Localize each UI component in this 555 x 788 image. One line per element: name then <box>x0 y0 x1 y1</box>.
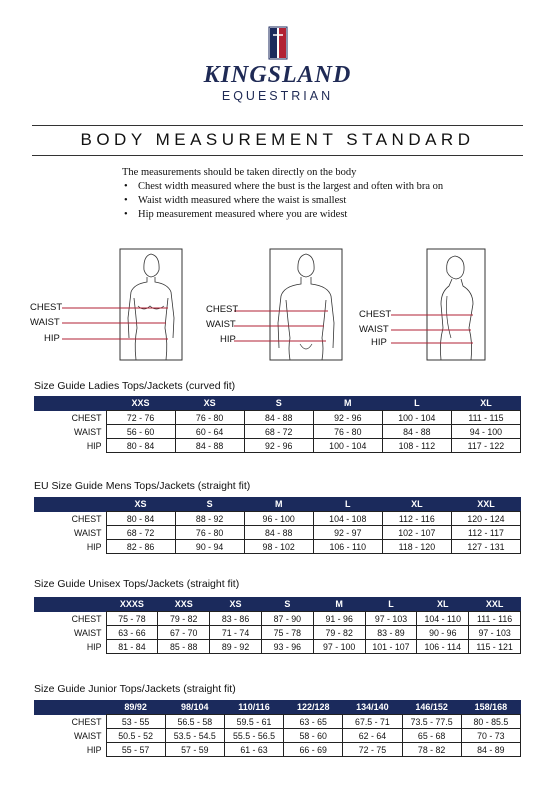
table-cell: 102 - 107 <box>382 526 451 540</box>
table-cell: 60 - 64 <box>175 425 244 439</box>
junior-section-title: Size Guide Junior Tops/Jackets (straight fit) <box>34 683 236 695</box>
row-label: HIP <box>86 744 102 755</box>
table-cell: 79 - 82 <box>158 612 210 626</box>
figure-side-view <box>357 248 497 363</box>
header-cell: XXXS <box>106 597 158 612</box>
table-cell: 92 - 97 <box>313 526 382 540</box>
instruction-item: • Hip measurement measured where you are widest <box>122 208 522 222</box>
row-label: WAIST <box>73 627 102 638</box>
row-label: CHEST <box>71 412 102 423</box>
header-cell: XXL <box>451 497 520 512</box>
table-cell: 78 - 82 <box>402 743 461 757</box>
mens-size-table <box>34 497 521 554</box>
header-cell: XL <box>417 597 469 612</box>
table-cell: 84 - 89 <box>461 743 520 757</box>
unisex-size-table <box>34 597 521 654</box>
header-cell: S <box>244 396 313 411</box>
unisex-section-title: Size Guide Unisex Tops/Jackets (straight fit) <box>34 578 240 590</box>
table-cell: 80 - 85.5 <box>461 715 520 729</box>
row-label: HIP <box>86 541 102 552</box>
table-cell: 56 - 60 <box>106 425 175 439</box>
header-cell: 134/140 <box>343 700 402 715</box>
table-cell: 56.5 - 58 <box>165 715 224 729</box>
header-cell: M <box>313 396 382 411</box>
row-label: WAIST <box>73 730 102 741</box>
table-cell: 62 - 64 <box>343 729 402 743</box>
table-cell: 80 - 84 <box>106 512 175 526</box>
table-cell: 108 - 112 <box>382 439 451 453</box>
table-cell: 76 - 80 <box>175 526 244 540</box>
table-cell: 84 - 88 <box>244 526 313 540</box>
ladies-size-table <box>34 396 521 453</box>
table-row <box>34 640 521 654</box>
row-label: HIP <box>86 641 102 652</box>
waist-label: WAIST <box>30 317 60 328</box>
header-cell: 158/168 <box>461 700 520 715</box>
table-cell: 111 - 115 <box>451 411 520 425</box>
table-row <box>34 526 521 540</box>
header-cell: S <box>175 497 244 512</box>
page-title: BODY MEASUREMENT STANDARD <box>80 130 475 149</box>
figure-male-front <box>206 248 346 363</box>
table-row <box>34 411 521 425</box>
table-cell: 100 - 104 <box>313 439 382 453</box>
table-header-row <box>34 597 521 612</box>
table-row <box>34 715 521 729</box>
table-cell: 81 - 84 <box>106 640 158 654</box>
table-cell: 104 - 110 <box>417 612 469 626</box>
row-label: CHEST <box>71 716 102 727</box>
table-cell: 76 - 80 <box>175 411 244 425</box>
row-label: HIP <box>86 440 102 451</box>
table-cell: 57 - 59 <box>165 743 224 757</box>
table-cell: 85 - 88 <box>158 640 210 654</box>
figure-female-front <box>30 248 190 363</box>
table-cell: 88 - 92 <box>175 512 244 526</box>
header-cell: XS <box>175 396 244 411</box>
header-cell: L <box>313 497 382 512</box>
table-cell: 61 - 63 <box>224 743 283 757</box>
table-row <box>34 612 521 626</box>
table-cell: 63 - 65 <box>284 715 343 729</box>
table-cell: 83 - 86 <box>210 612 262 626</box>
table-cell: 58 - 60 <box>284 729 343 743</box>
waist-label: WAIST <box>206 319 236 330</box>
table-cell: 106 - 110 <box>313 540 382 554</box>
table-row <box>34 729 521 743</box>
table-cell: 115 - 121 <box>469 640 521 654</box>
table-header-row <box>34 700 521 715</box>
table-cell: 65 - 68 <box>402 729 461 743</box>
header-cell: S <box>261 597 313 612</box>
brand-subtitle: EQUESTRIAN <box>221 89 334 103</box>
instruction-item: • Chest width measured where the bust is the largest and often with bra on <box>122 180 522 194</box>
table-cell: 120 - 124 <box>451 512 520 526</box>
table-row <box>34 425 521 439</box>
hip-label: HIP <box>220 334 236 345</box>
instructions-lead: The measurements should be taken directly on the body <box>122 167 357 178</box>
junior-size-table <box>34 700 521 757</box>
table-cell: 93 - 96 <box>261 640 313 654</box>
hip-label: HIP <box>371 337 387 348</box>
table-cell: 79 - 82 <box>313 626 365 640</box>
header-cell: XL <box>451 396 520 411</box>
waist-label: WAIST <box>359 324 389 335</box>
table-cell: 94 - 100 <box>451 425 520 439</box>
header-cell: XXS <box>158 597 210 612</box>
chest-label: CHEST <box>30 302 63 313</box>
table-cell: 59.5 - 61 <box>224 715 283 729</box>
table-cell: 90 - 94 <box>175 540 244 554</box>
table-cell: 70 - 73 <box>461 729 520 743</box>
title-rule-top <box>32 125 523 126</box>
table-cell: 84 - 88 <box>382 425 451 439</box>
table-row <box>34 512 521 526</box>
table-cell: 84 - 88 <box>175 439 244 453</box>
shield-logo-icon <box>268 26 288 60</box>
header-cell: XS <box>106 497 175 512</box>
table-cell: 72 - 76 <box>106 411 175 425</box>
table-cell: 118 - 120 <box>382 540 451 554</box>
row-label: CHEST <box>71 513 102 524</box>
hip-label: HIP <box>44 333 60 344</box>
table-cell: 100 - 104 <box>382 411 451 425</box>
table-cell: 71 - 74 <box>210 626 262 640</box>
table-cell: 92 - 96 <box>313 411 382 425</box>
table-cell: 97 - 103 <box>365 612 417 626</box>
table-cell: 82 - 86 <box>106 540 175 554</box>
header-cell <box>34 597 106 612</box>
header-cell <box>34 396 106 411</box>
table-cell: 104 - 108 <box>313 512 382 526</box>
table-cell: 98 - 102 <box>244 540 313 554</box>
table-cell: 127 - 131 <box>451 540 520 554</box>
header-cell: XXS <box>106 396 175 411</box>
header-cell: 110/116 <box>224 700 283 715</box>
table-cell: 96 - 100 <box>244 512 313 526</box>
table-cell: 76 - 80 <box>313 425 382 439</box>
table-cell: 80 - 84 <box>106 439 175 453</box>
header-cell: XXL <box>469 597 521 612</box>
table-cell: 101 - 107 <box>365 640 417 654</box>
table-cell: 92 - 96 <box>244 439 313 453</box>
table-cell: 50.5 - 52 <box>106 729 165 743</box>
table-cell: 111 - 116 <box>469 612 521 626</box>
chest-label: CHEST <box>359 309 392 320</box>
measurement-instructions <box>122 166 522 222</box>
mens-section-title: EU Size Guide Mens Tops/Jackets (straight fit) <box>34 480 251 492</box>
header-cell <box>34 497 106 512</box>
table-cell: 73.5 - 77.5 <box>402 715 461 729</box>
table-cell: 106 - 114 <box>417 640 469 654</box>
header-cell: 89/92 <box>106 700 165 715</box>
table-cell: 68 - 72 <box>244 425 313 439</box>
brand-logo <box>0 26 555 103</box>
table-cell: 55 - 57 <box>106 743 165 757</box>
table-row <box>34 439 521 453</box>
table-cell: 87 - 90 <box>261 612 313 626</box>
table-row <box>34 743 521 757</box>
instruction-item: • Waist width measured where the waist is smallest <box>122 194 522 208</box>
header-cell: 122/128 <box>284 700 343 715</box>
table-cell: 53 - 55 <box>106 715 165 729</box>
table-cell: 117 - 122 <box>451 439 520 453</box>
table-cell: 112 - 117 <box>451 526 520 540</box>
table-header-row <box>34 396 521 411</box>
row-label: WAIST <box>73 426 102 437</box>
ladies-section-title: Size Guide Ladies Tops/Jackets (curved fit) <box>34 380 236 392</box>
table-cell: 83 - 89 <box>365 626 417 640</box>
chest-label: CHEST <box>206 304 239 315</box>
table-header-row <box>34 497 521 512</box>
table-row <box>34 626 521 640</box>
header-cell: M <box>313 597 365 612</box>
table-cell: 84 - 88 <box>244 411 313 425</box>
header-cell: L <box>382 396 451 411</box>
table-cell: 97 - 103 <box>469 626 521 640</box>
table-cell: 72 - 75 <box>343 743 402 757</box>
table-cell: 63 - 66 <box>106 626 158 640</box>
table-cell: 66 - 69 <box>284 743 343 757</box>
brand-name: KINGSLAND <box>203 62 352 88</box>
table-cell: 67.5 - 71 <box>343 715 402 729</box>
header-cell: 146/152 <box>402 700 461 715</box>
header-cell <box>34 700 106 715</box>
table-cell: 89 - 92 <box>210 640 262 654</box>
table-cell: 97 - 100 <box>313 640 365 654</box>
header-cell: XL <box>382 497 451 512</box>
table-cell: 55.5 - 56.5 <box>224 729 283 743</box>
table-cell: 68 - 72 <box>106 526 175 540</box>
table-row <box>34 540 521 554</box>
header-cell: M <box>244 497 313 512</box>
table-cell: 90 - 96 <box>417 626 469 640</box>
row-label: WAIST <box>73 527 102 538</box>
header-cell: L <box>365 597 417 612</box>
instructions-list <box>122 180 522 222</box>
table-cell: 91 - 96 <box>313 612 365 626</box>
header-cell: XS <box>210 597 262 612</box>
table-cell: 53.5 - 54.5 <box>165 729 224 743</box>
table-cell: 75 - 78 <box>261 626 313 640</box>
table-cell: 75 - 78 <box>106 612 158 626</box>
row-label: CHEST <box>71 613 102 624</box>
header-cell: 98/104 <box>165 700 224 715</box>
table-cell: 112 - 116 <box>382 512 451 526</box>
title-rule-bottom <box>32 155 523 156</box>
table-cell: 67 - 70 <box>158 626 210 640</box>
